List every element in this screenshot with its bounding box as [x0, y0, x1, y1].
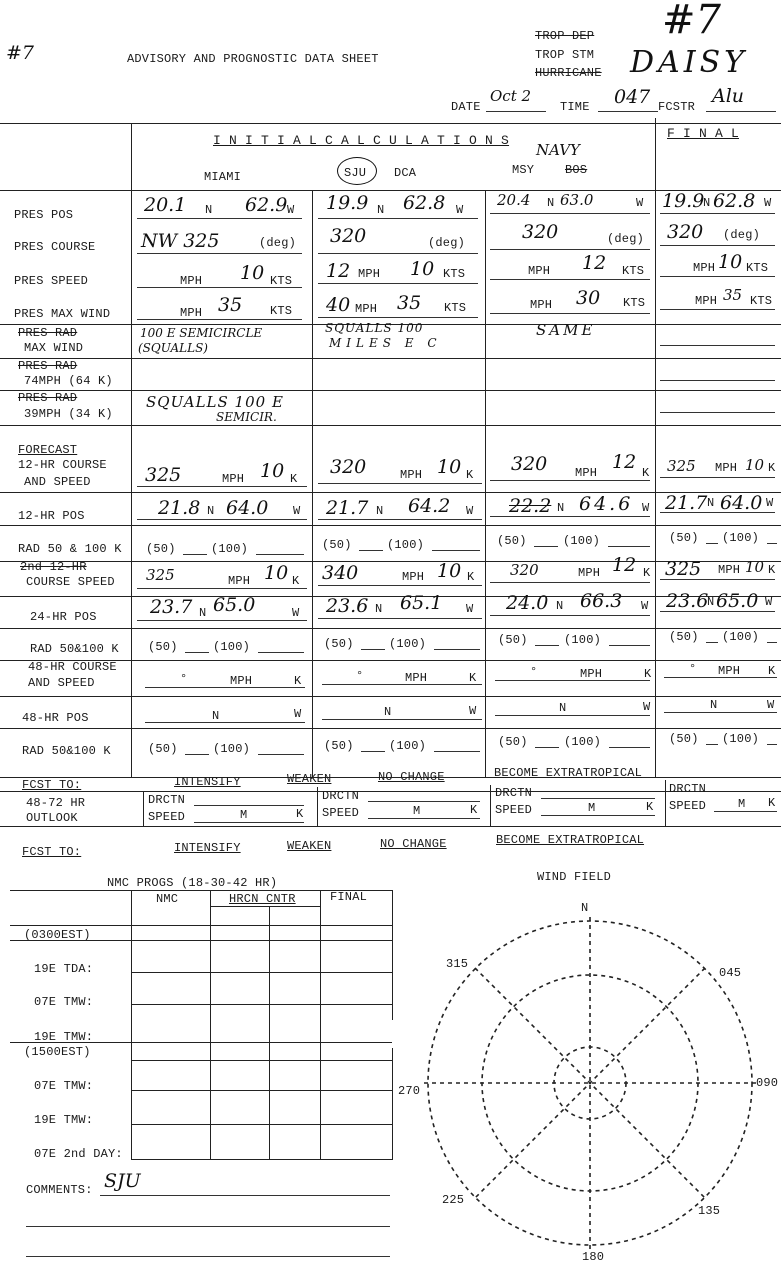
- miami-rad-max-1: 100 E SEMICIRCLE: [140, 326, 263, 340]
- sju-pres-course: 320: [330, 225, 367, 247]
- rad50: (50): [146, 542, 176, 556]
- unit-w: W: [292, 606, 300, 620]
- rad100: (100): [213, 742, 251, 756]
- unit-k: K: [467, 570, 475, 584]
- rad100: (100): [563, 534, 601, 548]
- progs-col-hrcn: HRCN CNTR: [229, 892, 296, 906]
- progs-row-19e-tda: 19E TDA:: [34, 962, 94, 976]
- row-label-24hr-pos: 24-HR POS: [30, 610, 97, 624]
- miami-max-wind: 35: [218, 294, 243, 316]
- sju-24hr-lon: 65.1: [400, 592, 443, 614]
- date-label: DATE: [451, 100, 481, 114]
- unit-n: N: [212, 709, 220, 723]
- unit-mph: MPH: [528, 264, 551, 278]
- unit-kts: KTS: [270, 304, 293, 318]
- unit-k: K: [768, 796, 776, 810]
- miami-rad-max-2: (SQUALLS): [138, 341, 208, 355]
- storm-type-trop-dep: TROP DEP: [535, 29, 595, 43]
- unit-mph: MPH: [578, 566, 601, 580]
- row-label-pres-rad-74: PRES RAD: [18, 359, 78, 373]
- unit-k: K: [296, 807, 304, 821]
- time-label: TIME: [560, 100, 590, 114]
- unit-mph: MPH: [400, 468, 423, 482]
- rad50: (50): [669, 732, 699, 746]
- unit-n: N: [703, 196, 711, 210]
- unit-w: W: [766, 496, 774, 510]
- unit-mph: MPH: [715, 461, 738, 475]
- wind-field-title: WIND FIELD: [537, 870, 612, 884]
- progs-group-1500: (1500EST): [24, 1045, 91, 1059]
- unit-kts: KTS: [444, 301, 467, 315]
- navy-pres-speed: 12: [582, 252, 607, 274]
- rad100: (100): [564, 633, 602, 647]
- miami-fc-course: 325: [145, 464, 182, 486]
- row-label-rad-12: RAD 50 & 100 K: [18, 542, 122, 556]
- navy-24hr-lon: 66.3: [580, 590, 623, 612]
- unit-mph: MPH: [222, 472, 245, 486]
- row-label-pres-rad-39: PRES RAD: [18, 391, 78, 405]
- sju-max-wind-mph: 40: [326, 294, 351, 316]
- outlook-extratropical-2: BECOME EXTRATROPICAL: [496, 833, 645, 847]
- rad100: (100): [722, 732, 760, 746]
- unit-kts: KTS: [443, 267, 466, 281]
- miami-pres-course: NW 325: [141, 230, 220, 252]
- progs-row-07e-tmw-2: 07E TMW:: [34, 1079, 94, 1093]
- unit-mph: MPH: [230, 674, 253, 688]
- rad50: (50): [322, 538, 352, 552]
- unit-n: N: [559, 701, 567, 715]
- unit-mph: MPH: [405, 671, 428, 685]
- sju-fc-course: 320: [330, 456, 367, 478]
- unit-deg: (deg): [259, 236, 297, 250]
- unit-n: N: [384, 705, 392, 719]
- outlook-weaken-2: WEAKEN: [287, 839, 332, 853]
- unit-k: K: [470, 803, 478, 817]
- unit-w: W: [294, 707, 302, 721]
- unit-w: W: [764, 196, 772, 210]
- col-dca: DCA: [394, 166, 417, 180]
- sju-fc-speed: 10: [437, 456, 462, 478]
- unit-k: K: [768, 664, 776, 678]
- row-label-48-and-speed: AND SPEED: [28, 676, 95, 690]
- miami-rad-39-2: SEMICIR.: [216, 410, 277, 424]
- row-label-74mph: 74MPH (64 K): [24, 374, 113, 388]
- final-pres-lat: 19.9: [662, 190, 705, 212]
- rad100: (100): [722, 531, 760, 545]
- sju-pres-speed: 10: [410, 258, 435, 280]
- outlook-intensify: INTENSIFY: [174, 775, 241, 789]
- initial-calculations-heading: I N I T I A L C A L C U L A T I O N S: [213, 133, 510, 148]
- outlook-label-1: 48-72 HR: [26, 796, 86, 810]
- final-pres-course: 320: [667, 221, 704, 243]
- navy-2nd-course: 320: [510, 561, 539, 579]
- row-label-and-speed: AND SPEED: [24, 475, 91, 489]
- unit-n: N: [556, 599, 564, 613]
- outlook-no-change: NO CHANGE: [378, 770, 445, 784]
- unit-w: W: [287, 203, 295, 217]
- unit-n: N: [375, 602, 383, 616]
- rad50: (50): [148, 742, 178, 756]
- unit-k: K: [643, 566, 651, 580]
- sju-pres-lat: 19.9: [326, 192, 369, 214]
- unit-n: N: [547, 196, 555, 210]
- unit-m: M: [413, 804, 421, 818]
- unit-mph: MPH: [180, 274, 203, 288]
- navy-pres-lat: 20.4: [497, 191, 531, 209]
- corner-page-mark: #7: [6, 42, 35, 64]
- progs-col-final: FINAL: [330, 890, 368, 904]
- row-label-12hr-course: 12-HR COURSE: [18, 458, 107, 472]
- rad100: (100): [564, 735, 602, 749]
- navy-pres-course: 320: [522, 221, 559, 243]
- rad100: (100): [389, 739, 427, 753]
- row-label-2nd-12hr: 2nd 12-HR: [20, 560, 87, 574]
- miami-pres-lat: 20.1: [144, 194, 187, 216]
- unit-kts: KTS: [270, 274, 293, 288]
- wind-label-315: 315: [446, 957, 469, 971]
- col-bos: BOS: [565, 163, 588, 177]
- unit-mph: MPH: [718, 563, 741, 577]
- miami-12hr-lon: 64.0: [226, 497, 269, 519]
- miami-24hr-lon: 65.0: [213, 594, 256, 616]
- row-label-pres-course: PRES COURSE: [14, 240, 96, 254]
- degree-sign: °: [689, 662, 697, 676]
- drctn-label: DRCTN: [148, 793, 186, 807]
- final-pres-speed: 10: [718, 251, 743, 273]
- sju-12hr-lon: 64.2: [408, 495, 451, 517]
- unit-mph: MPH: [695, 294, 718, 308]
- final-pres-lon: 62.8: [713, 190, 756, 212]
- outlook-extratropical: BECOME EXTRATROPICAL: [494, 766, 643, 780]
- unit-w: W: [466, 504, 474, 518]
- rad100: (100): [213, 640, 251, 654]
- storm-type-trop-stm: TROP STM: [535, 48, 595, 62]
- unit-n: N: [710, 698, 718, 712]
- rad50: (50): [148, 640, 178, 654]
- handwritten-storm-name: DAISY: [630, 45, 748, 80]
- final-12hr-lat: 21.7: [665, 492, 708, 514]
- unit-w: W: [641, 599, 649, 613]
- navy-12hr-lon: 64.6: [579, 493, 634, 515]
- final-fc-speed: 10: [745, 456, 765, 474]
- unit-mph: MPH: [580, 667, 603, 681]
- miami-24hr-lat: 23.7: [150, 596, 193, 618]
- sju-2nd-speed: 10: [437, 560, 462, 582]
- unit-n: N: [377, 203, 385, 217]
- final-24hr-lat: 23.6: [666, 590, 709, 612]
- drctn-label: DRCTN: [669, 782, 707, 796]
- unit-deg: (deg): [428, 236, 466, 250]
- navy-pres-lon: 63.0: [560, 191, 594, 209]
- unit-m: M: [240, 808, 248, 822]
- final-heading: F I N A L: [667, 126, 740, 141]
- unit-w: W: [767, 698, 775, 712]
- rad50: (50): [498, 633, 528, 647]
- fcst-to-label: FCST TO:: [22, 778, 82, 792]
- rad50: (50): [669, 630, 699, 644]
- wind-label-135: 135: [698, 1204, 721, 1218]
- miami-2nd-speed: 10: [264, 562, 289, 584]
- unit-deg: (deg): [607, 232, 645, 246]
- unit-k: K: [644, 667, 652, 681]
- unit-k: K: [294, 674, 302, 688]
- outlook-no-change-2: NO CHANGE: [380, 837, 447, 851]
- unit-kts: KTS: [623, 296, 646, 310]
- navy-12hr-lat: 22.2: [509, 495, 552, 517]
- outlook-label-2: OUTLOOK: [26, 811, 78, 825]
- navy-max-wind: 30: [576, 287, 601, 309]
- degree-sign: °: [530, 665, 538, 679]
- degree-sign: °: [356, 669, 364, 683]
- unit-k: K: [292, 574, 300, 588]
- unit-k: K: [466, 468, 474, 482]
- progs-row-07e-tmw: 07E TMW:: [34, 995, 94, 1009]
- final-2nd-speed: 10: [745, 558, 765, 576]
- progs-group-0300: (0300EST): [24, 928, 91, 942]
- row-label-rad-24: RAD 50&100 K: [30, 642, 119, 656]
- miami-fc-speed: 10: [260, 460, 285, 482]
- progs-row-19e-tmw: 19E TMW:: [34, 1030, 94, 1044]
- unit-m: M: [588, 801, 596, 815]
- sju-max-wind: 35: [397, 292, 422, 314]
- unit-n: N: [199, 606, 207, 620]
- rad100: (100): [389, 637, 427, 651]
- unit-w: W: [643, 700, 651, 714]
- speed-label: SPEED: [495, 803, 533, 817]
- progs-col-nmc: NMC: [156, 892, 179, 906]
- comments-value: SJU: [104, 1170, 141, 1192]
- row-label-48hr-pos: 48-HR POS: [22, 711, 89, 725]
- unit-w: W: [466, 602, 474, 616]
- row-label-48hr-course: 48-HR COURSE: [28, 660, 117, 674]
- unit-w: W: [642, 501, 650, 515]
- row-label-course-speed: COURSE SPEED: [26, 575, 115, 589]
- unit-mph: MPH: [180, 306, 203, 320]
- final-2nd-course: 325: [665, 558, 702, 580]
- drctn-label: DRCTN: [322, 789, 360, 803]
- miami-2nd-course: 325: [146, 566, 175, 584]
- unit-k: K: [642, 466, 650, 480]
- unit-n: N: [707, 595, 715, 609]
- sju-24hr-lat: 23.6: [326, 595, 369, 617]
- unit-w: W: [456, 203, 464, 217]
- sju-pres-lon: 62.8: [403, 192, 446, 214]
- handwritten-number: #7: [662, 0, 721, 43]
- navy-24hr-lat: 24.0: [506, 592, 549, 614]
- wind-label-180: 180: [582, 1250, 605, 1264]
- unit-w: W: [293, 504, 301, 518]
- wind-label-090: 090: [756, 1076, 779, 1090]
- unit-mph: MPH: [228, 574, 251, 588]
- progs-row-19e-tmw-2: 19E TMW:: [34, 1113, 94, 1127]
- unit-k: K: [768, 563, 776, 577]
- unit-k: K: [290, 472, 298, 486]
- wind-label-270: 270: [398, 1084, 421, 1098]
- speed-label: SPEED: [669, 799, 707, 813]
- fcst-to-label-2: FCST TO:: [22, 845, 82, 859]
- col-miami: MIAMI: [204, 170, 242, 184]
- miami-rad-39-1: SQUALLS 100 E: [146, 393, 284, 411]
- rad100: (100): [211, 542, 249, 556]
- rad100: (100): [722, 630, 760, 644]
- unit-mph: MPH: [718, 664, 741, 678]
- row-label-forecast: FORECAST: [18, 443, 78, 457]
- comments-label: COMMENTS:: [26, 1183, 93, 1197]
- unit-k: K: [768, 461, 776, 475]
- time-value: 047: [614, 86, 651, 108]
- unit-w: W: [765, 595, 773, 609]
- final-fc-course: 325: [667, 457, 696, 475]
- unit-n: N: [557, 501, 565, 515]
- miami-12hr-lat: 21.8: [158, 497, 201, 519]
- wind-label-225: 225: [442, 1193, 465, 1207]
- progs-row-07e-2nd-day: 07E 2nd DAY:: [34, 1147, 123, 1161]
- unit-mph: MPH: [402, 570, 425, 584]
- miami-pres-speed: 10: [240, 262, 265, 284]
- drctn-label: DRCTN: [495, 786, 533, 800]
- unit-mph: MPH: [355, 302, 378, 316]
- unit-kts: KTS: [746, 261, 769, 275]
- unit-w: W: [469, 704, 477, 718]
- row-label-39mph: 39MPH (34 K): [24, 407, 113, 421]
- row-label-pres-rad-max: PRES RAD: [18, 326, 78, 340]
- date-value: Oct 2: [490, 87, 532, 105]
- unit-deg: (deg): [723, 228, 761, 242]
- unit-kts: KTS: [750, 294, 773, 308]
- outlook-weaken: WEAKEN: [287, 772, 332, 786]
- col-msy: MSY: [512, 163, 535, 177]
- wind-label-045: 045: [719, 966, 742, 980]
- row-label-pres-max-wind: PRES MAX WIND: [14, 307, 111, 321]
- speed-label: SPEED: [148, 810, 186, 824]
- unit-n: N: [207, 504, 215, 518]
- rad50: (50): [324, 637, 354, 651]
- unit-mph: MPH: [358, 267, 381, 281]
- rad50: (50): [497, 534, 527, 548]
- unit-k: K: [646, 800, 654, 814]
- unit-n: N: [707, 496, 715, 510]
- unit-kts: KTS: [622, 264, 645, 278]
- fcstr-value: Alu: [712, 85, 745, 107]
- form-title: ADVISORY AND PROGNOSTIC DATA SHEET: [127, 52, 379, 66]
- storm-type-hurricane: HURRICANE: [535, 66, 602, 80]
- rad50: (50): [669, 531, 699, 545]
- rad50: (50): [324, 739, 354, 753]
- unit-n: N: [205, 203, 213, 217]
- progs-title: NMC PROGS (18-30-42 HR): [107, 876, 278, 890]
- rad50: (50): [498, 735, 528, 749]
- row-label-12hr-pos: 12-HR POS: [18, 509, 85, 523]
- unit-n: N: [376, 504, 384, 518]
- final-24hr-lon: 65.0: [716, 590, 759, 612]
- row-label-max-wind: MAX WIND: [24, 341, 84, 355]
- navy-annotation: NAVY: [536, 141, 580, 159]
- outlook-intensify-2: INTENSIFY: [174, 841, 241, 855]
- unit-mph: MPH: [575, 466, 598, 480]
- sju-12hr-lat: 21.7: [326, 497, 369, 519]
- final-12hr-lon: 64.0: [720, 492, 763, 514]
- miami-pres-lon: 62.9: [245, 194, 288, 216]
- final-max-wind: 35: [723, 286, 743, 304]
- unit-w: W: [636, 196, 644, 210]
- navy-rad-max: SAME: [536, 321, 596, 339]
- sju-pres-speed-mph: 12: [326, 260, 351, 282]
- navy-2nd-speed: 12: [612, 554, 637, 576]
- row-label-rad-48: RAD 50&100 K: [22, 744, 111, 758]
- col-sju: SJU: [344, 166, 367, 180]
- fcstr-label: FCSTR: [658, 100, 696, 114]
- wind-label-n: N: [581, 901, 589, 915]
- rad100: (100): [387, 538, 425, 552]
- unit-k: K: [469, 671, 477, 685]
- unit-m: M: [738, 797, 746, 811]
- speed-label: SPEED: [322, 806, 360, 820]
- sju-rad-max-2: MILES E C: [329, 336, 442, 350]
- navy-fc-speed: 12: [612, 451, 637, 473]
- row-label-pres-speed: PRES SPEED: [14, 274, 89, 288]
- row-label-pres-pos: PRES POS: [14, 208, 74, 222]
- sju-2nd-course: 340: [322, 562, 359, 584]
- navy-fc-course: 320: [511, 453, 548, 475]
- degree-sign: °: [180, 672, 188, 686]
- sju-rad-max-1: SQUALLS 100: [325, 321, 424, 335]
- unit-mph: MPH: [530, 298, 553, 312]
- unit-mph: MPH: [693, 261, 716, 275]
